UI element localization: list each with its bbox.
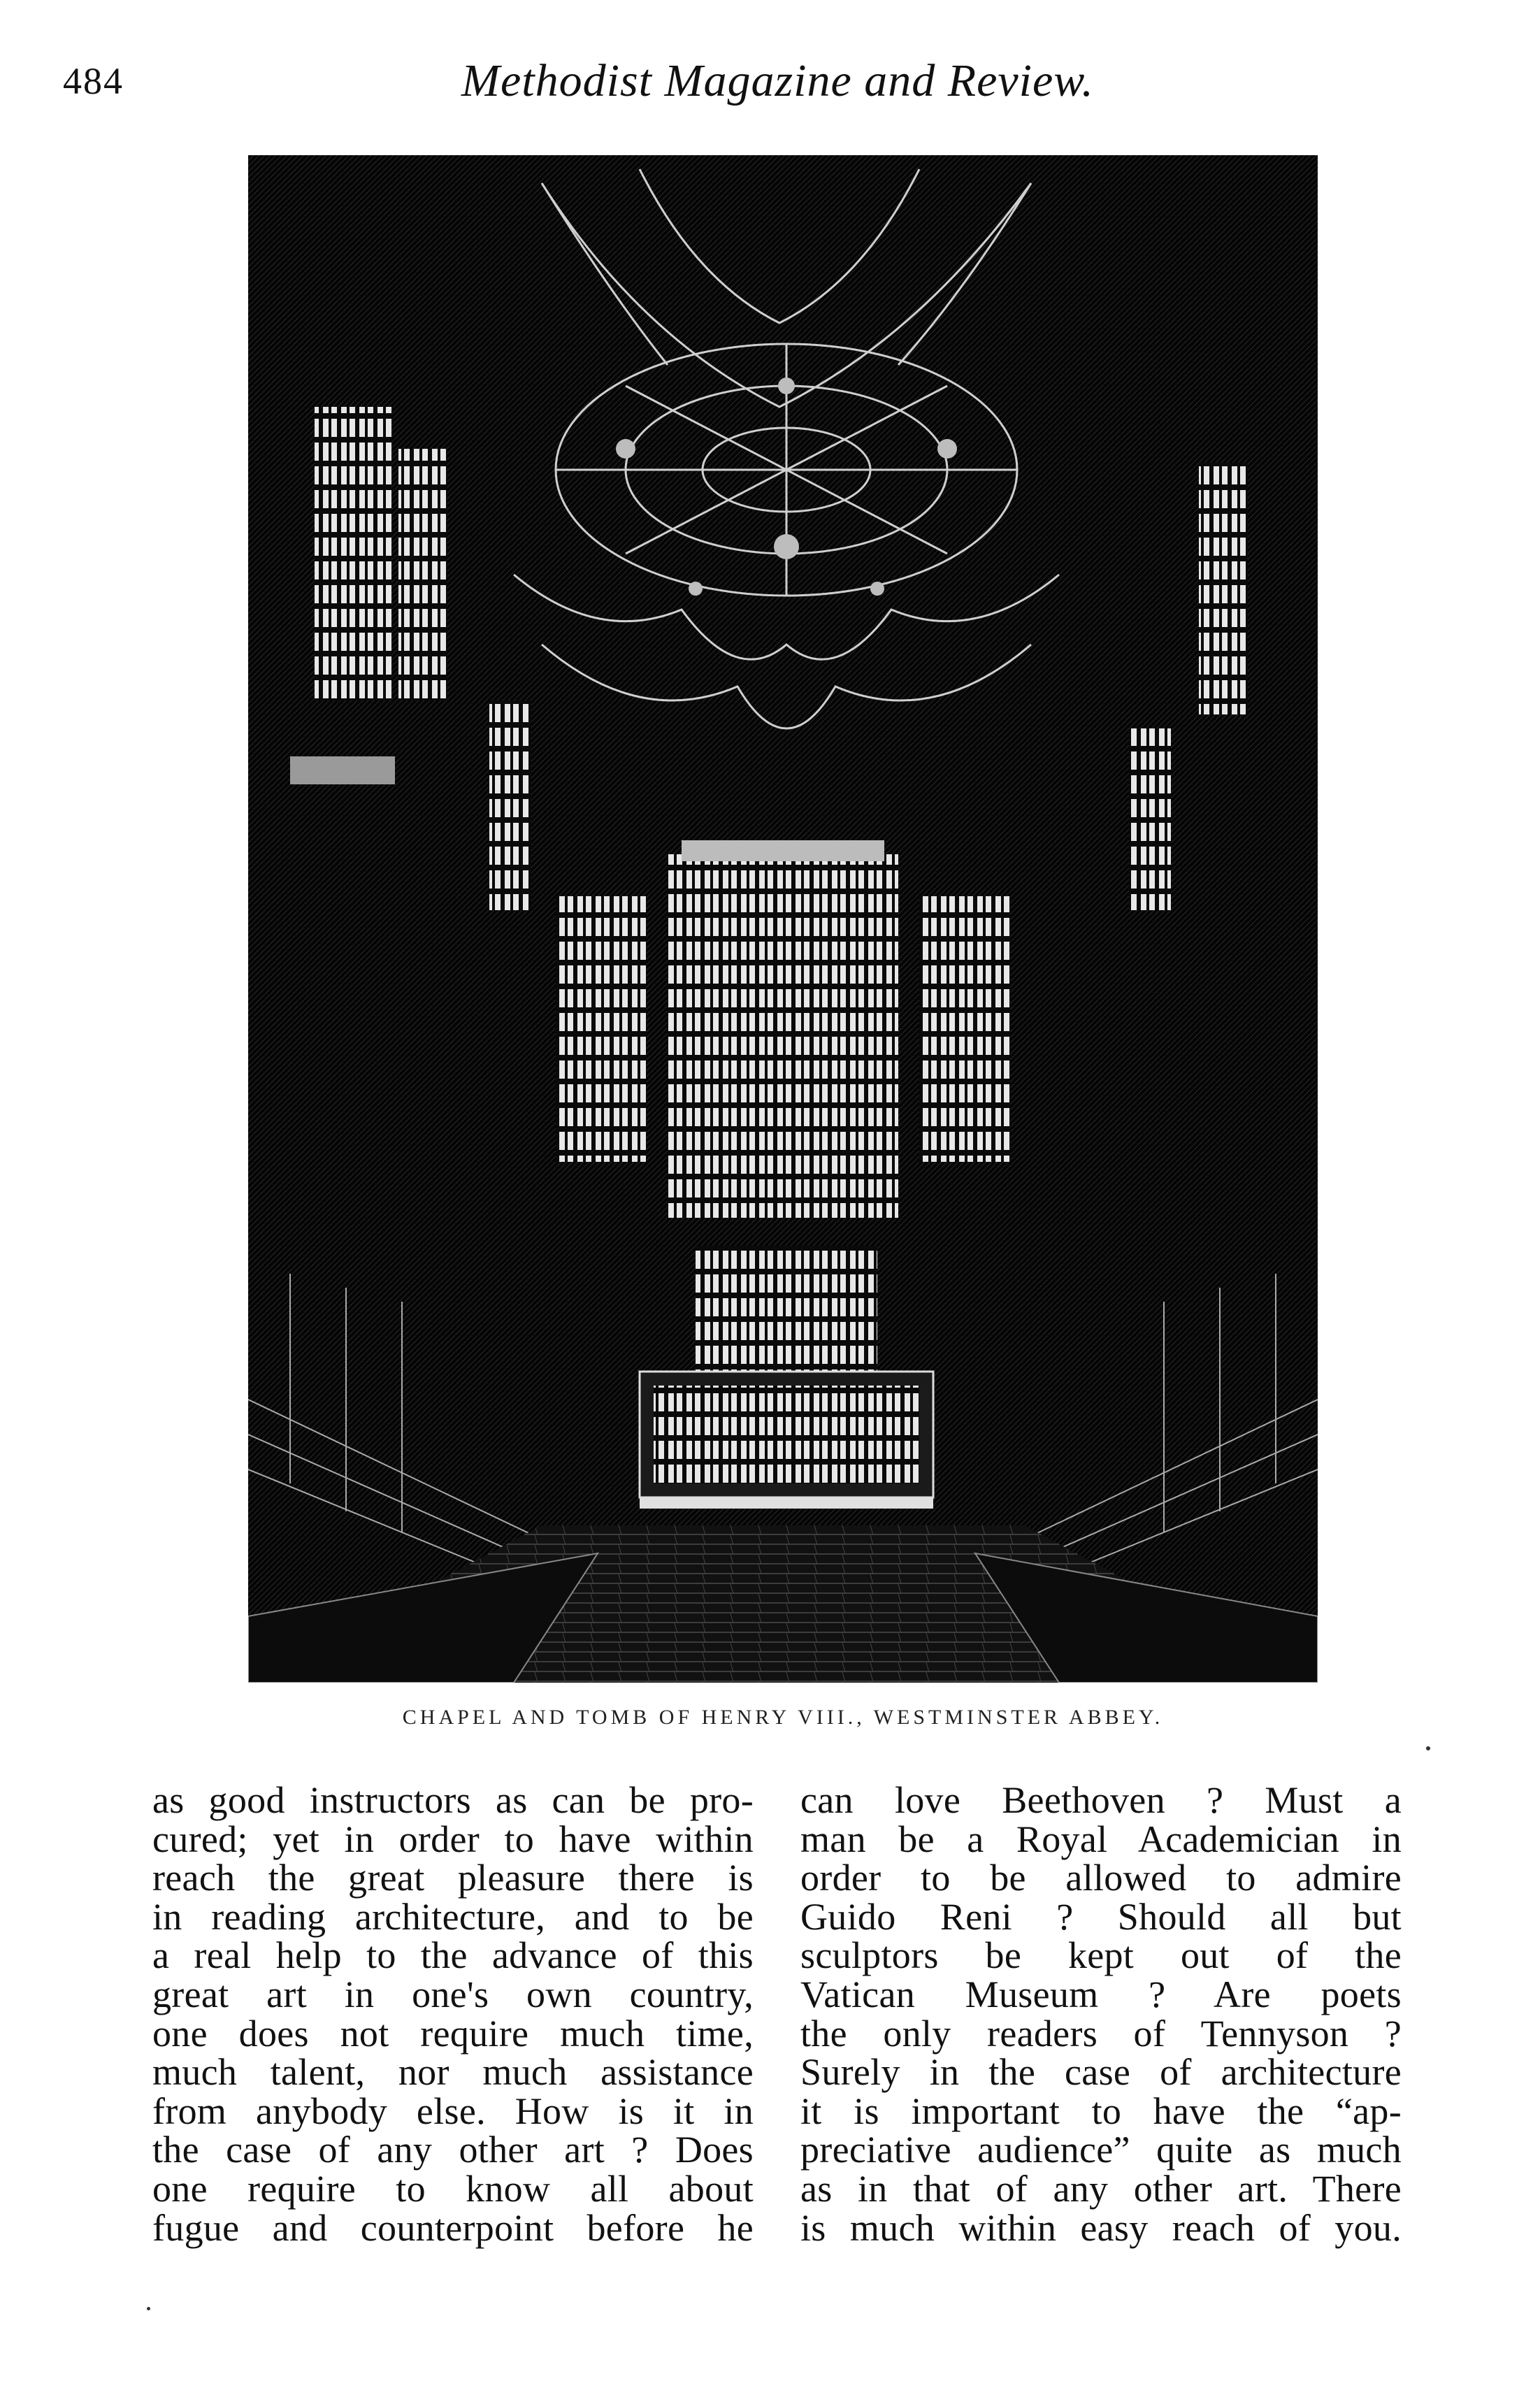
text-line: much talent, nor much assistance bbox=[152, 2051, 754, 2094]
illustration-caption: CHAPEL AND TOMB OF HENRY VIII., WESTMINSTER ABBEY. bbox=[402, 1706, 1164, 1729]
text-line: order to be allowed to admire bbox=[800, 1857, 1402, 1899]
text-line: the only readers of Tennyson ? bbox=[800, 2012, 1402, 2055]
engraving-artwork bbox=[248, 155, 1318, 1683]
text-line: from anybody else. How is it in bbox=[152, 2090, 754, 2132]
text-line: as good instructors as can be pro- bbox=[152, 1779, 754, 1821]
text-line: reach the great pleasure there is bbox=[152, 1857, 754, 1899]
text-line: one require to know all about bbox=[152, 2167, 754, 2210]
text-line: can love Beethoven ? Must a bbox=[800, 1779, 1402, 1821]
text-line: man be a Royal Academician in bbox=[800, 1818, 1402, 1860]
text-line: fugue and counterpoint before he bbox=[152, 2206, 754, 2249]
text-line: Vatican Museum ? Are poets bbox=[800, 1973, 1402, 2015]
text-line: preciative audience” quite as much bbox=[800, 2129, 1402, 2171]
text-line: great art in one's own country, bbox=[152, 1973, 754, 2015]
text-line: sculptors be kept out of the bbox=[800, 1934, 1402, 1977]
text-line: the case of any other art ? Does bbox=[152, 2129, 754, 2171]
text-line: cured; yet in order to have within bbox=[152, 1818, 754, 1860]
text-column-left bbox=[152, 1781, 754, 2247]
text-line: in reading architecture, and to be bbox=[152, 1895, 754, 1938]
text-line: a real help to the advance of this bbox=[152, 1934, 754, 1977]
text-line: one does not require much time, bbox=[152, 2012, 754, 2055]
text-line: is much within easy reach of you. bbox=[800, 2206, 1402, 2249]
chapel-engraving-illustration bbox=[248, 155, 1318, 1683]
text-column-right bbox=[800, 1781, 1402, 2247]
text-line: it is important to have the “ap- bbox=[800, 2090, 1402, 2132]
text-line: as in that of any other art. There bbox=[800, 2167, 1402, 2210]
print-speck bbox=[1426, 1746, 1430, 1750]
page-number: 484 bbox=[63, 60, 124, 102]
running-title: Methodist Magazine and Review. bbox=[461, 55, 1094, 106]
print-speck bbox=[147, 2307, 150, 2310]
text-line: Surely in the case of architecture bbox=[800, 2051, 1402, 2094]
text-line: Guido Reni ? Should all but bbox=[800, 1895, 1402, 1938]
